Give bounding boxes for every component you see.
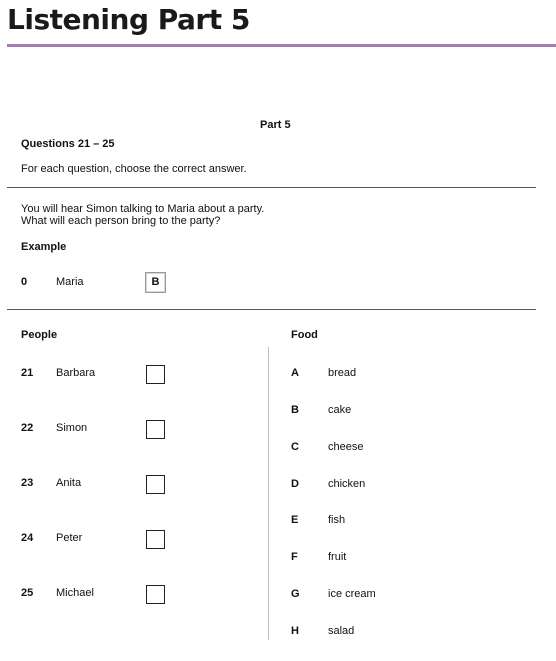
answer-box-25[interactable] (146, 585, 165, 604)
section-divider-bottom (7, 309, 536, 310)
question-number-23: 23 (21, 477, 34, 489)
answer-box-21[interactable] (146, 365, 165, 384)
answer-box-23[interactable] (146, 475, 165, 494)
food-label-cheese: cheese (328, 441, 364, 453)
food-letter-f: F (291, 551, 298, 563)
question-number-24: 24 (21, 532, 34, 544)
food-label-salad: salad (328, 625, 355, 637)
food-label-bread: bread (328, 367, 357, 379)
food-label-fish: fish (328, 514, 346, 526)
food-letter-a: A (291, 367, 299, 379)
questions-label: Questions 21 – 25 (21, 138, 115, 150)
page-title: Listening Part 5 (7, 3, 250, 36)
food-letter-b: B (291, 404, 299, 416)
title-divider (7, 44, 556, 47)
example-number: 0 (21, 276, 28, 288)
food-letter-e: E (291, 514, 299, 526)
food-letter-h: H (291, 625, 299, 637)
intro-line-1: You will hear Simon talking to Maria about a party. (21, 203, 265, 215)
person-name-peter: Peter (56, 532, 83, 544)
person-name-anita: Anita (56, 477, 82, 489)
food-label-chicken: chicken (328, 478, 366, 490)
example-name: Maria (56, 276, 84, 288)
instruction-text: For each question, choose the correct answer. (21, 163, 247, 175)
question-number-22: 22 (21, 422, 34, 434)
food-label-fruit: fruit (328, 551, 347, 563)
example-answer-box: B (145, 272, 166, 293)
answer-box-22[interactable] (146, 420, 165, 439)
food-letter-d: D (291, 478, 299, 490)
people-heading: People (21, 329, 58, 341)
answer-box-24[interactable] (146, 530, 165, 549)
food-letter-g: G (291, 588, 300, 600)
part-label: Part 5 (260, 119, 291, 131)
food-label-ice-cream: ice cream (328, 588, 376, 600)
food-letter-c: C (291, 441, 299, 453)
example-heading: Example (21, 241, 67, 253)
section-divider-top (7, 187, 536, 188)
food-heading: Food (291, 329, 318, 341)
person-name-barbara: Barbara (56, 367, 96, 379)
question-number-21: 21 (21, 367, 34, 379)
intro-line-2: What will each person bring to the party? (21, 215, 221, 227)
person-name-michael: Michael (56, 587, 94, 599)
food-label-cake: cake (328, 404, 352, 416)
person-name-simon: Simon (56, 422, 88, 434)
question-number-25: 25 (21, 587, 34, 599)
column-divider (268, 347, 269, 640)
